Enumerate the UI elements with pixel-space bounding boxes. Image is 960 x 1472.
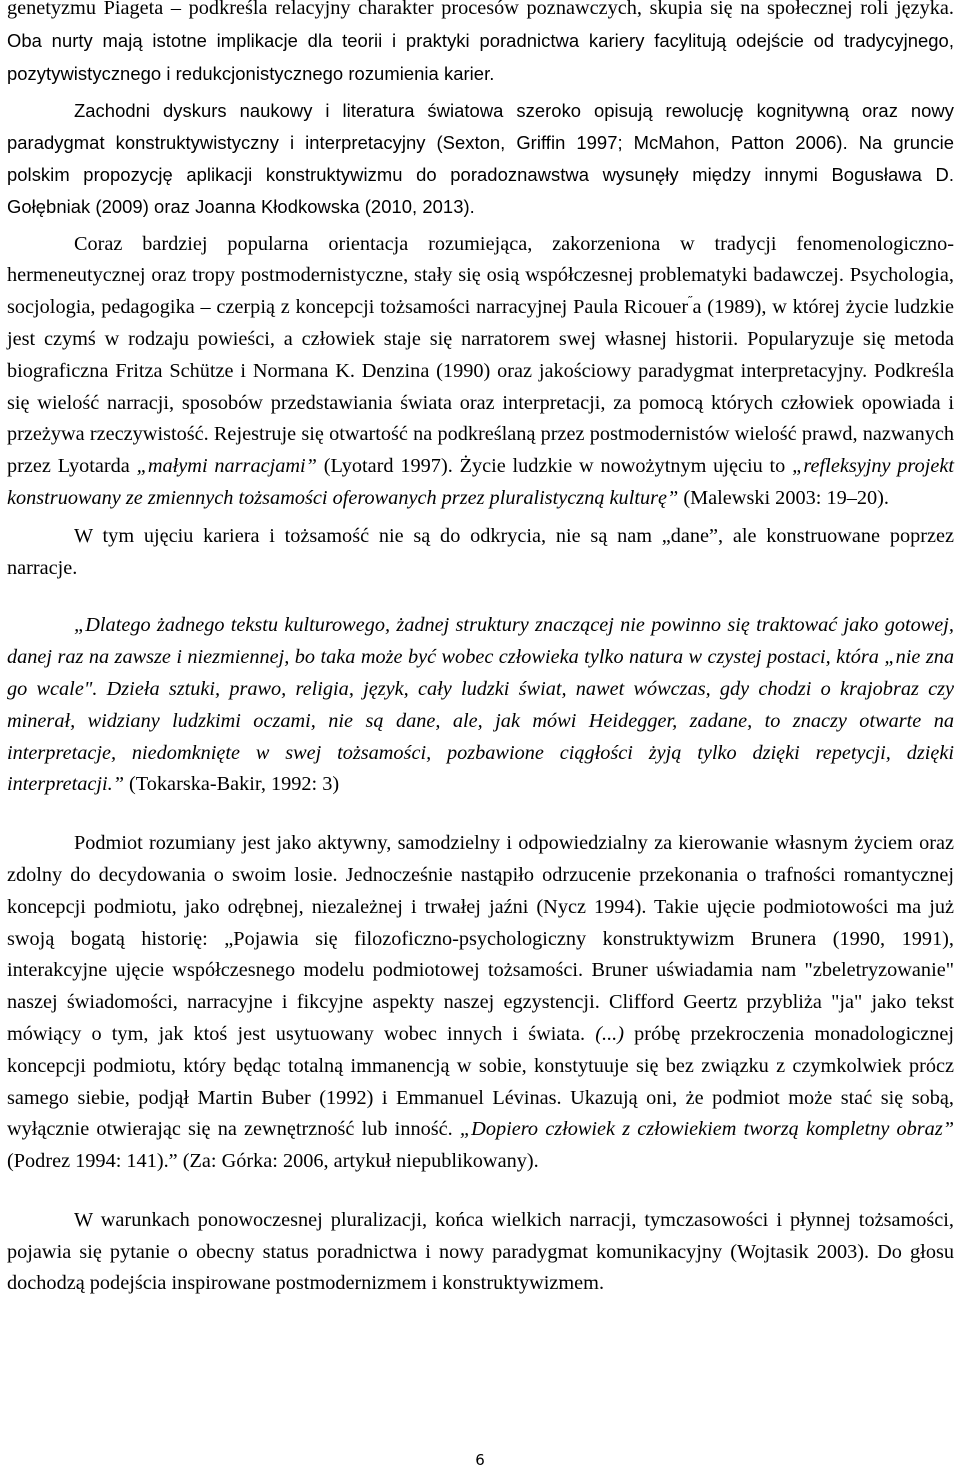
- paragraph-3-mark: ˝: [688, 293, 693, 309]
- page-number: 6: [475, 1451, 485, 1469]
- paragraph-1: [7, 0, 954, 90]
- paragraph-5-ellipsis: (...): [595, 1022, 624, 1045]
- paragraph-3-text-a: Coraz bardziej popularna orientacja rozumiejąca, zakorzeniona w tradycji fenomenologiczno-hermeneutycznej oraz tropy postmodernistyczne, stały się osią współczesnej problematyki badawczej. Psychologia, socjologia, pedagogika – czerpią z koncepcji tożsamości narracyjnej Paula Ricouer: [7, 232, 954, 319]
- paragraph-3-text-d: (Malewski 2003: 19–20).: [678, 486, 889, 509]
- quote-text: „Dlatego żadnego tekstu kulturowego, żadnej struktury znaczącej nie powinno się traktować jako gotowej, danej raz na zawsze i niezmiennej, bo taka może być wobec człowieka tylko natura w czystej postaci, która „nie zna go wcale". Dzieła sztuki, prawo, religia, język, cały ludzki świat, nawet wówczas, gdy chodzi o krajobraz czy minerał, widziany ludzkimi oczami, nie są dane, ale, jak mówi Heidegger, zadane, to znaczy otwarte na interpretacje, niedomknięte w swej tożsamości, pozbawione ciągłości żyją tylko dzięki repetycji, dzięki interpretacji.”: [7, 614, 954, 796]
- document-page: [7, 0, 954, 1300]
- paragraph-1-sentence-1: genetyzmu Piageta – podkreśla relacyjny charakter procesów poznawczych, skupia się na społecznej roli języka.: [7, 0, 954, 19]
- paragraph-5-text-a: Podmiot rozumiany jest jako aktywny, samodzielny i odpowiedzialny za kierowanie własnym życiem oraz zdolny do decydowania o swoim losie. Jednocześnie nastąpiło odrzucenie przekonania o trafności romantycznej koncepcji podmiotu, jako odrębnej, niezależnej i trwałej jaźni (Nycz 1994). Takie ujęcie podmiotowości ma już swoją bogatą historię: „Pojawia się filozoficzno-psychologiczny konstruktywizm Brunera (1990, 1991), interakcyjne ujęcie współczesnego modelu podmiotowej tożsamości. Bruner uświadamia nam "zbeletryzowanie" naszej świadomości, narracyjne i fikcyjne aspekty naszej egzystencji. Clifford Geertz przybliża "ja" jako tekst mówiący o tym, jak ktoś jest usytuowany wobec innych i świata.: [7, 832, 954, 1045]
- paragraph-5-italic-quote: „Dopiero człowiek z człowiekiem tworzą kompletny obraz”: [459, 1118, 954, 1141]
- paragraph-4: W tym ujęciu kariera i tożsamość nie są do odkrycia, nie są nam „dane”, ale konstruowane poprzez narracje.: [7, 524, 954, 579]
- paragraph-1-sentence-2: Oba nurty mają istotne implikacje dla teorii i praktyki poradnictwa kariery facylitują odejście od tradycyjnego, pozytywistycznego i redukcjonistycznego rozumienia karier.: [7, 29, 954, 84]
- paragraph-5-text-c: (Podrez 1994: 141).” (Za: Górka: 2006, artykuł niepublikowany).: [7, 1150, 539, 1173]
- paragraph-3-text-b: a (1989), w której życie ludzkie jest czymś w rodzaju powieści, a człowiek staje się narratorem swej własnej historii. Popularyzuje się metoda biograficzna Fritza Schütze i Normana K. Denzina (1990) oraz jakościowy paradygmat interpretacyjny. Podkreśla się wielość narracji, sposobów przedstawiania świata oraz interpretacji, za pomocą których człowiek opowiada i przeżywa rzeczywistość. Rejestruje się otwartość na podkreślaną przez postmodernistów wielość prawd, nazwanych przez Lyotarda: [7, 296, 954, 478]
- quote-citation: (Tokarska-Bakir, 1992: 3): [123, 773, 340, 796]
- paragraph-2-sentence-2: Na gruncie polskim propozycję aplikacji konstruktywizmu do poradoznawstwa wysunęły między innymi Bogusława D. Gołębniak (2009) oraz Joanna Kłodkowska (2010, 2013).: [7, 132, 954, 217]
- paragraph-2-sentence-1: Zachodni dyskurs naukowy i literatura światowa szeroko opisują rewolucję kognitywną oraz nowy paradygmat konstruktywistyczny i interpretacyjny (Sexton, Griffin 1997; McMahon, Patton 2006).: [7, 100, 954, 154]
- block-quote: [7, 610, 954, 801]
- paragraph-3-text-c: (Lyotard 1997). Życie ludzkie w nowożytnym ujęciu to: [316, 455, 793, 478]
- paragraph-5: [7, 828, 954, 1178]
- paragraph-3-italic-1: „małymi narracjami”: [136, 455, 317, 478]
- paragraph-3-italic-2: „refleksyjny projekt konstruowany ze zmiennych tożsamości oferowanych przez pluralistyczną kulturę”: [7, 455, 954, 509]
- paragraph-3: [7, 229, 954, 515]
- paragraph-6: W warunkach ponowoczesnej pluralizacji, końca wielkich narracji, tymczasowości i płynnej tożsamości, pojawia się pytanie o obecny status poradnictwa i nowy paradygmat komunikacyjny (Wojtasik 2003). Do głosu dochodzą podejścia inspirowane postmodernizmem i konstruktywizmem.: [7, 1208, 954, 1295]
- paragraph-2: [7, 95, 954, 222]
- paragraph-5-text-b: próbę przekroczenia monadologicznej koncepcji podmiotu, który będąc totalną immanencją w sobie, konstytuuje się bez związku z czymkolwiek prócz samego siebie, podjął Martin Buber (1992) i Emmanuel Lévinas. Ukazują oni, że podmiot może stać się sobą, wyłącznie otwierając się na zewnętrzność lub inność.: [7, 1022, 955, 1141]
